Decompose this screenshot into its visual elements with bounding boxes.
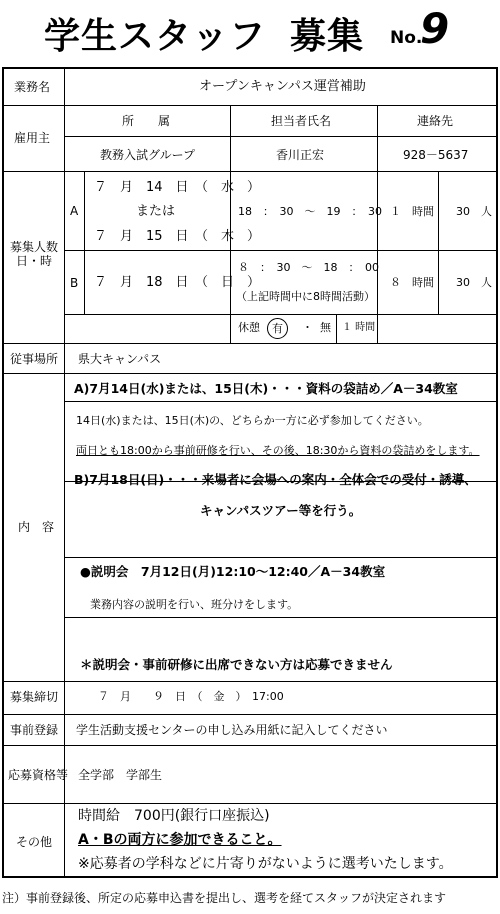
deadline-label: 募集締切 [10,690,59,704]
schedule-label-1: 募集人数 [10,240,59,254]
row-a-people: 30 人 [456,205,492,218]
row-a-or: または [136,204,176,219]
other-line2: A・Bの両方に参加できること。 [78,832,282,848]
content-a-line2: 両日とも18:00から事前研修を行い、その後、18:30から資料の袋詰めをします。 [76,444,480,457]
qualification-label: 応募資格等 [8,768,69,782]
employer-header-contact: 連絡先 [417,114,454,128]
row-b-people: 30 人 [456,276,492,289]
row-b-time: ８ ： 30 ～ 18 ： 00 [238,261,379,274]
briefing-line: 業務内容の説明を行い、班分けをします。 [90,598,299,611]
break-sep: ・ [302,321,313,334]
content-b-heading-1: B)7月18日(日)・・・来場者に会場への案内・全体会での受付・誘導、 [74,472,477,487]
schedule-label-2: 日・時 [16,254,53,268]
row-a-hours: １ 時間 [390,205,434,218]
content-a-heading: A)7月14日(水)または、15日(木)・・・資料の袋詰め／A－34教室 [74,381,458,396]
page-title [0,6,500,60]
other-label: その他 [16,835,53,849]
title-no-value: 9 [420,4,450,53]
title-sub: 募集 [290,16,365,57]
row-b-date: ７ 月 18 日 （ 日 ） [94,275,261,290]
content-a-line1: 14日(水)または、15日(木)の、どちらか一方に必ず参加してください。 [76,414,429,427]
break-yes-circle [267,318,288,339]
break-yes: 有 [267,318,288,339]
row-a-date2: ７ 月 15 日 （ 木 ） [94,229,261,244]
row-b-time-note: （上記時間中に8時間活動） [236,290,375,303]
employer-dept: 教務入試グループ [100,148,196,162]
warning-text: ＊説明会・事前研修に出席できない方は応募できません [80,657,393,672]
row-b-hours: ８ 時間 [390,276,434,289]
registration-label: 事前登録 [10,723,59,737]
registration-value: 学生活動支援センターの申し込み用紙に記入してください [76,723,388,737]
footnote: 注）事前登録後、所定の応募申込書を提出し、選考を経てスタッフが決定されます [2,891,447,905]
qualification-value: 全学部 学部生 [78,768,163,782]
row-a-date1: ７ 月 14 日 （ 水 ） [94,180,261,195]
break-time: １ 時間 [342,322,376,333]
place-value: 県大キャンパス [78,352,162,366]
break-label: 休憩 [238,321,260,334]
employer-contact: 928－5637 [403,148,469,162]
break-no: 無 [320,321,331,334]
employer-label: 雇用主 [14,131,51,145]
place-label: 従事場所 [10,352,59,366]
row-a-time: 18 ： 30 ～ 19 ： 30 [238,205,382,218]
content-b-heading-2: キャンパスツアー等を行う。 [200,503,362,518]
title-main: 学生スタッフ [44,16,267,57]
content-label: 内 容 [18,520,55,534]
employer-header-dept: 所 属 [122,114,171,128]
other-line1: 時間給 700円(銀行口座振込) [78,808,270,824]
title-no-label: No. [390,28,423,48]
job-value: オープンキャンパス運営補助 [199,79,366,94]
recruitment-table [2,67,498,878]
job-label: 業務名 [14,80,51,94]
deadline-value: ７ 月 ９ 日 （ 金 ） 17:00 [98,690,284,703]
employer-header-person: 担当者氏名 [271,114,332,128]
other-line3: ※応募者の学科などに片寄りがないように選考いたします。 [78,856,453,872]
employer-person: 香川正宏 [276,148,325,162]
briefing-heading: ●説明会 7月12日(月)12:10～12:40／A－34教室 [80,564,386,579]
row-b-code: B [70,276,79,290]
row-a-code: A [70,204,79,218]
